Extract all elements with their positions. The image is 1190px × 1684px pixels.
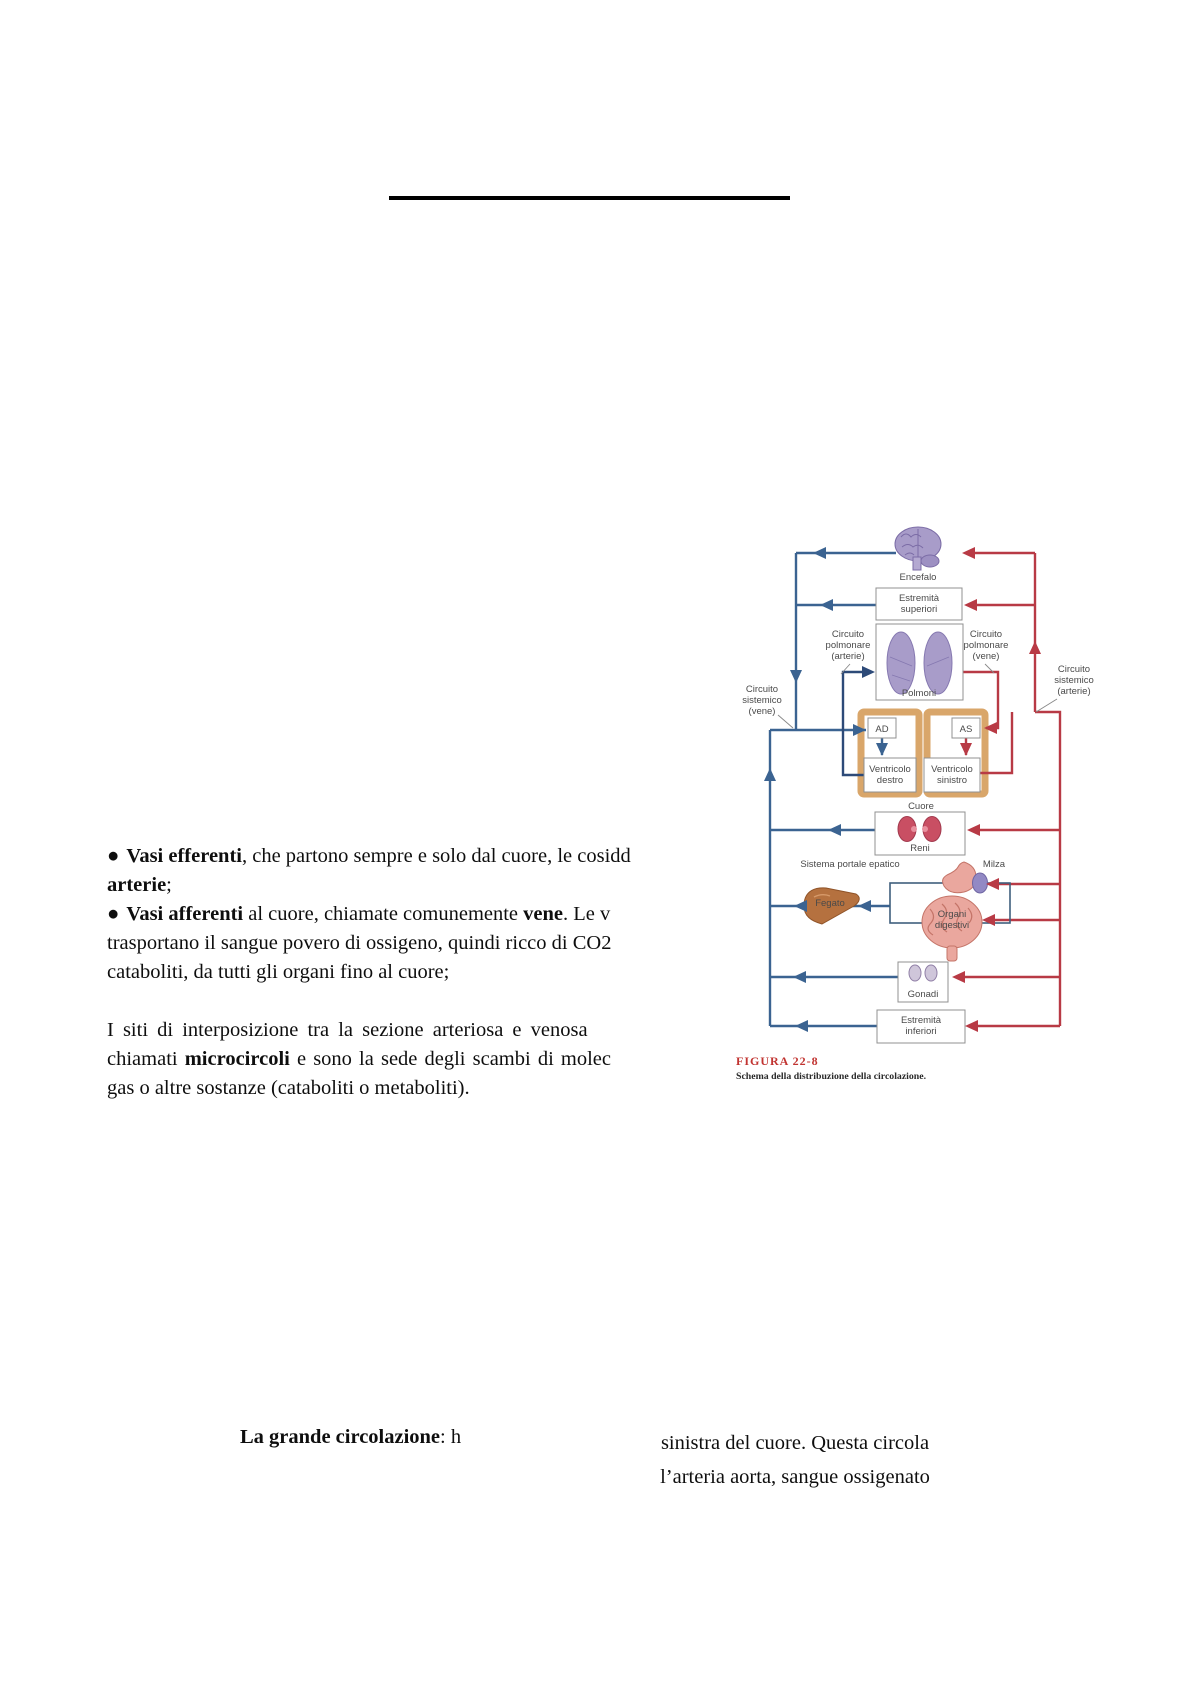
label-estremita-superiori: superiori (900, 604, 938, 615)
label-estremita-superiori: Estremità (898, 593, 940, 604)
label-gonadi: Gonadi (907, 989, 939, 1000)
label-circuito-sistemico-arterie: Circuito (1057, 664, 1091, 675)
bold-vasi-afferenti: Vasi afferenti (126, 903, 244, 925)
label-organi-digestivi: digestivi (934, 920, 970, 931)
label-estremita-inferiori: Estremità (900, 1015, 942, 1026)
label-ventricolo-destro: Ventricolo (869, 764, 911, 775)
line-arterie (107, 871, 623, 900)
label-atrio-destro: AD (875, 724, 889, 735)
label-circuito-polmonare-vene: Circuito (969, 629, 1003, 640)
label-milza: Milza (982, 859, 1006, 870)
title-underline-rule (389, 196, 790, 200)
label-atrio-sinistro: AS (959, 724, 973, 735)
figure-caption-text: Schema della distribuzione della circolazione. (736, 1071, 927, 1082)
label-circuito-sistemico-vene: (vene) (748, 706, 776, 717)
label-sistema-portale-epatico: Sistema portale epatico (800, 859, 900, 870)
bold-microcircoli: microcircoli (184, 1048, 290, 1070)
line-microcircoli (107, 1045, 623, 1074)
line-sinistra-del-cuore: sinistra del cuore. Questa circola (660, 1432, 930, 1454)
line-gas-sostanze: gas o altre sostanze (cataboliti o metaboliti). (107, 1077, 470, 1099)
line-i-siti: I siti di interposizione tra la sezione arteriosa e venosa (107, 1019, 588, 1041)
label-circuito-sistemico-vene: Circuito (745, 684, 779, 695)
label-circuito-polmonare-arterie: Circuito (831, 629, 865, 640)
bullet-glyph: ● (107, 903, 120, 925)
label-ventricolo-sinistro: Ventricolo (931, 764, 973, 775)
label-circuito-sistemico-vene: sistemico (742, 695, 782, 706)
bullet-line-vasi-afferenti (107, 900, 623, 929)
label-encefalo: Encefalo (899, 572, 937, 583)
line-trasportano: trasportano il sangue povero di ossigeno, quindi ricco di CO2 (107, 932, 612, 954)
text-run: , che partono sempre e solo dal cuore, le cosidd (241, 845, 631, 867)
text-run: al cuore, chiamate comunemente (243, 903, 524, 925)
label-fegato: Fegato (815, 898, 845, 909)
label-circuito-polmonare-arterie: (arterie) (831, 651, 865, 662)
label-circuito-sistemico-arterie: (arterie) (1057, 686, 1091, 697)
label-ventricolo-destro: destro (876, 775, 904, 786)
bullet-glyph: ● (107, 845, 120, 867)
body-text (107, 842, 631, 1103)
label-circuito-polmonare-vene: (vene) (972, 651, 1000, 662)
text-run: . Le v (563, 903, 611, 925)
spleen-graphic (973, 873, 988, 893)
figure-22-8 (680, 485, 1100, 1095)
bold-vene: vene (523, 903, 564, 925)
pulmonary-artery-arrowhead (862, 666, 875, 678)
label-circuito-polmonare-arterie: polmonare (825, 640, 871, 651)
label-estremita-inferiori: inferiori (905, 1026, 937, 1037)
figure-caption-title: FIGURA 22-8 (736, 1054, 819, 1068)
label-polmoni: Polmoni (901, 688, 937, 699)
bottom-left-text (240, 1426, 461, 1449)
bold-la-grande-circolazione: La grande circolazione (240, 1426, 441, 1448)
label-circuito-polmonare-vene: polmonare (963, 640, 1009, 651)
label-reni: Reni (910, 843, 930, 854)
label-circuito-sistemico-arterie: sistemico (1054, 675, 1094, 686)
line-cataboliti: cataboliti, da tutti gli organi fino al cuore; (107, 961, 450, 983)
text-run: : h (440, 1426, 462, 1448)
text-run: chiamati (107, 1048, 185, 1070)
label-organi-digestivi: Organi (937, 909, 967, 920)
bullet-line-vasi-efferenti (107, 842, 631, 871)
label-ventricolo-sinistro: sinistro (936, 775, 968, 786)
line-arteria-aorta: l’arteria aorta, sangue ossigenato (660, 1466, 930, 1488)
text-run: ; (166, 874, 172, 896)
bold-arterie: arterie (107, 874, 167, 896)
bold-vasi-efferenti: Vasi efferenti (126, 845, 242, 867)
text-run: e sono la sede degli scambi di molec (289, 1048, 611, 1070)
label-cuore: Cuore (908, 801, 934, 812)
bottom-right-text (650, 1426, 940, 1494)
brain-graphic (895, 527, 941, 570)
